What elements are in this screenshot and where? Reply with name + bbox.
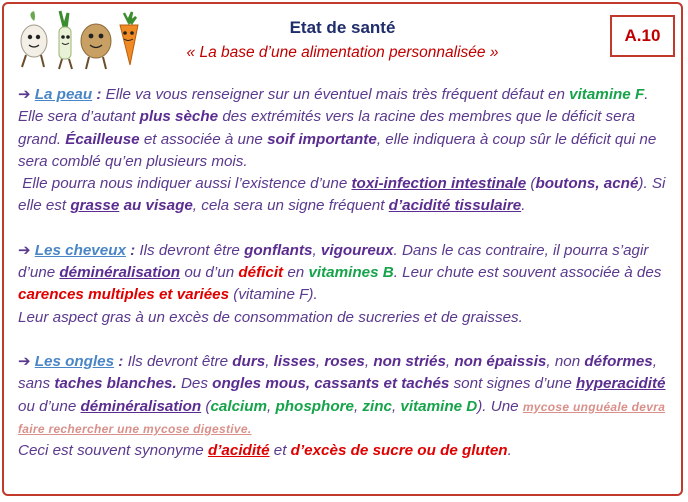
content-body xyxy=(18,84,676,462)
page-subtitle: « La base d’une alimentation personnalisée » xyxy=(186,44,499,61)
mycose-note: mycose unguéale devra faire rechercher une mycose digestive. xyxy=(18,399,666,436)
section-cheveux: ➔ Les cheveux : Ils devront être gonflants, vigoureux. Dans le cas contraire, il pourra s’agir d’une déminéralisation ou d’un déficit en vitamines B. Leur chute est souvent associée à des carences multiples et variées (vitamine F). Leur aspect gras à un excès de consommation de sucreries et de graisses. xyxy=(18,241,662,326)
card-frame xyxy=(2,2,683,496)
section-ongles: ➔ Les ongles : Ils devront être durs, lisses, roses, non striés, non épaissis, non déformes, sans taches blanches. Des ongles mous, cassants et tachés sont signes d’une hyperacidité ou d’une déminéralisation (calcium, phosphore, zinc, vitamine D). Une mycose unguéale devra faire rechercher une mycose digestive. Ceci est souvent synonyme d’acidité et d’excès de sucre ou de gluten. xyxy=(18,352,666,460)
heading-ongles: Les ongles xyxy=(34,352,115,370)
heading-peau: La peau xyxy=(34,86,93,103)
section-peau: ➔ La peau : Elle va vous renseigner sur un éventuel mais très fréquent défaut en vitamine F. Elle sera d’autant plus sèche des extrémités vers la racine des membres que le déficit sera grand. Écailleuse et associée à une soif importante, elle indiquera à coup sûr le déficit qui ne sera comblé qu’en plusieurs mois. Elle pourra nous indiquer aussi l’existence d’une toxi-infection intestinale (boutons, acné). Si elle est grasse au visage, cela sera un signe fréquent d’acidité tissulaire. xyxy=(18,86,666,215)
page-title: Etat de santé xyxy=(289,18,396,37)
heading-cheveux: Les cheveux xyxy=(34,241,126,259)
arrow-right-icon: ➔ xyxy=(18,86,31,103)
section-badge: A.10 xyxy=(610,15,675,57)
arrow-right-icon: ➔ xyxy=(18,352,31,370)
vitamine-f: vitamine F xyxy=(569,86,645,103)
arrow-right-icon: ➔ xyxy=(18,241,31,259)
